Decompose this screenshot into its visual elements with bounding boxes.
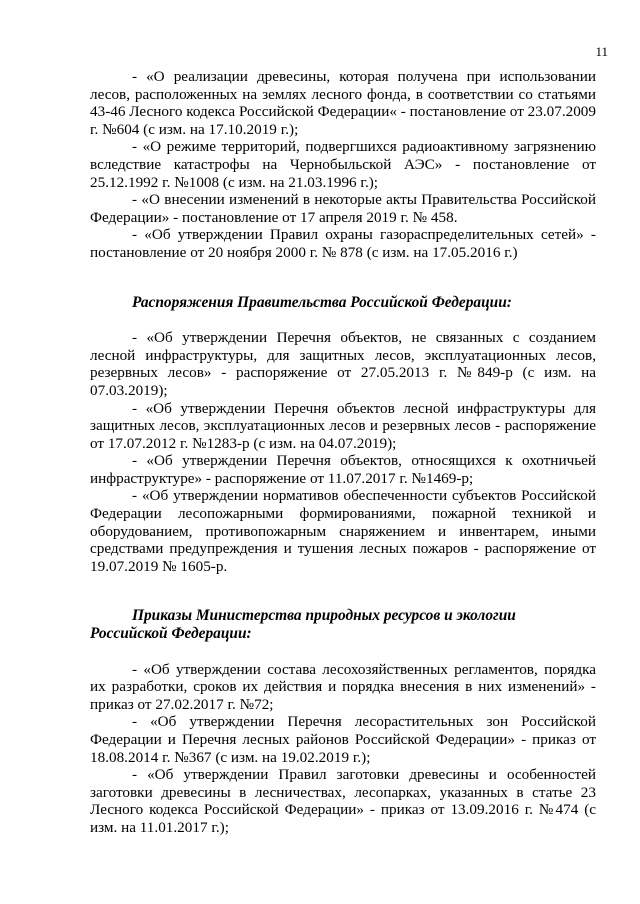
list-item: - «Об утверждении Перечня лесорастительных зон Российской Федерации и Перечня лесных районов Российской Федерации» - приказ от 18.08.2014 г. №367 (с изм. на 19.02.2019 г.);	[90, 713, 596, 766]
document-body	[90, 68, 596, 837]
list-item: - «Об утверждении Перечня объектов лесной инфраструктуры для защитных лесов, эксплуатационных лесов и резервных лесов - распоряжение от 17.07.2012 г. №1283-р (с изм. на 04.07.2019);	[90, 399, 596, 452]
section-heading-ministry-orders: Приказы Министерства природных ресурсов и экологии Российской Федерации:	[90, 607, 516, 643]
list-item: - «О внесении изменений в некоторые акты Правительства Российской Федерации» - постановление от 17 апреля 2019 г. № 458.	[90, 191, 596, 226]
list-item: - «О режиме территорий, подвергшихся радиоактивному загрязнению вследствие катастрофы на Чернобыльской АЭС» - постановление от 25.12.1992 г. №1008 (с изм. на 21.03.1996 г.);	[90, 138, 596, 191]
list-item: - «Об утверждении состава лесохозяйственных регламентов, порядка их разработки, сроков их действия и порядка внесения в них изменений» - приказ от 27.02.2017 г. №72;	[90, 660, 596, 713]
list-item: - «Об утверждении Правил заготовки древесины и особенностей заготовки древесины в лесничествах, лесопарках, указанных в статье 23 Лесного кодекса Российской Федерации» - приказ от 13.09.2016 г. №474 (с изм. на 11.01.2017 г.);	[90, 766, 596, 836]
list-item: - «Об утверждении Правил охраны газораспределительных сетей» - постановление от 20 ноября 2000 г. № 878 (с изм. на 17.05.2016 г.)	[90, 226, 596, 261]
section-heading-government-orders: Распоряжения Правительства Российской Федерации:	[132, 293, 512, 311]
list-item: - «Об утверждении Перечня объектов, не связанных с созданием лесной инфраструктуры, для защитных лесов, эксплуатационных лесов, резервных лесов» - распоряжение от 27.05.2013 г. №849-р (с изм. на 07.03.2019);	[90, 329, 596, 399]
list-item: - «О реализации древесины, которая получена при использовании лесов, расположенных на землях лесного фонда, в соответствии со статьями 43-46 Лесного кодекса Российской Федерации« - постановление от 23.07.2009 г. №604 (с изм. на 17.10.2019 г.);	[90, 68, 596, 138]
page-number: 11	[595, 44, 608, 59]
list-item: - «Об утверждении нормативов обеспеченности субъектов Российской Федерации лесопожарными формированиями, пожарной техникой и оборудованием, противопожарным снаряжением и инвентарем, иными средствами предупреждения и тушения лесных пожаров - распоряжение от 19.07.2019 № 1605-р.	[90, 487, 596, 575]
list-item: - «Об утверждении Перечня объектов, относящихся к охотничьей инфраструктуре» - распоряжение от 11.07.2017 г. №1469-р;	[90, 452, 596, 487]
